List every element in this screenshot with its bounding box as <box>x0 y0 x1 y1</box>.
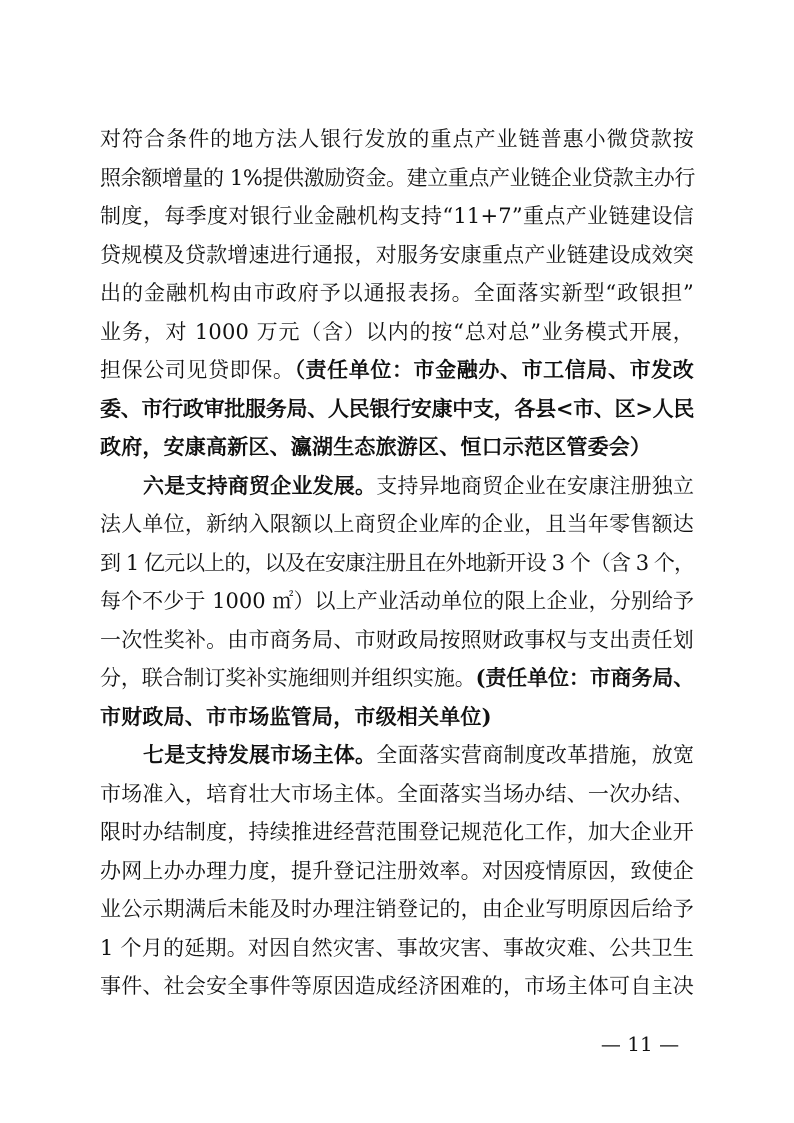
text-segment: 事件、社会安全事件等原因造成经济困难的，市场主体可自主决 <box>100 974 694 998</box>
text-segment: 到 1 亿元以上的，以及在安康注册且在外地新开设 3 个（含 3 个， <box>100 550 694 575</box>
text-line <box>100 852 694 891</box>
text-segment: 担保公司见贷即保。 <box>100 358 295 382</box>
text-segment: 每个不少于 1000 ㎡）以上产业活动单位的限上企业，分别给予 <box>100 589 694 613</box>
text-segment: 一次性奖补。由市商务局、市财政局按照财政事权与支出责任划 <box>100 627 694 652</box>
text-line <box>100 544 694 583</box>
text-segment: 业公示期满后未能及时办理注销登记的，由企业写明原因后给予 <box>100 897 694 921</box>
text-line <box>100 890 694 929</box>
bold-text-segment: 政府，安康高新区、瀛湖生态旅游区、恒口示范区管委会） <box>100 434 652 459</box>
text-segment: 贷规模及贷款增速进行通报，对服务安康重点产业链建设成效突 <box>100 242 694 267</box>
text-segment: 法人单位，新纳入限额以上商贸企业库的企业，且当年零售额达 <box>100 512 694 536</box>
text-segment: 限时办结制度，持续推进经营范围登记规范化工作，加大企业开 <box>100 820 694 844</box>
text-segment: 支持异地商贸企业在安康注册独立 <box>376 473 695 498</box>
bold-text-segment: 六是支持商贸企业发展。 <box>143 472 377 498</box>
text-line <box>100 967 694 1006</box>
text-line <box>100 698 694 737</box>
bold-text-segment: (责任单位：市商务局、 <box>475 665 694 690</box>
text-segment: 出的金融机构由市政府予以通报表扬。全面落实新型“政银担” <box>100 281 694 305</box>
text-segment: 对符合条件的地方法人银行发放的重点产业链普惠小微贷款按 <box>100 127 694 151</box>
text-line <box>100 390 694 429</box>
text-line <box>100 505 694 544</box>
text-line <box>100 467 694 506</box>
body-text <box>100 120 694 1006</box>
text-line <box>100 736 694 775</box>
text-segment: 1 个月的延期。对因自然灾害、事故灾害、事故灾难、公共卫生 <box>100 935 694 960</box>
text-segment: 市场准入，培育壮大市场主体。全面落实当场办结、一次办结、 <box>100 781 694 806</box>
text-segment: 办网上办办理力度，提升登记注册效率。对因疫情原因，致使企 <box>100 858 694 883</box>
text-line <box>100 159 694 198</box>
text-line <box>100 582 694 621</box>
bold-text-segment: 市财政局、市市场监管局，市级相关单位) <box>100 703 492 729</box>
text-line <box>100 236 694 275</box>
text-line <box>100 428 694 467</box>
text-segment: 业务，对 1000 万元（含）以内的按“总对总”业务模式开展， <box>100 319 694 344</box>
text-line <box>100 351 694 390</box>
text-line <box>100 813 694 852</box>
text-line <box>100 621 694 660</box>
text-line <box>100 659 694 698</box>
text-line <box>100 775 694 814</box>
page-number: — 11 — <box>600 1032 680 1056</box>
text-segment: 照余额增量的 1%提供激励资金。建立重点产业链企业贷款主办行 <box>100 165 695 190</box>
bold-text-segment: 委、市行政审批服务局、人民银行安康中支，各县<市、区>人民 <box>100 395 694 421</box>
text-segment: 全面落实营商制度改革措施，放宽 <box>376 743 695 767</box>
text-line <box>100 120 694 159</box>
bold-text-segment: 七是支持发展市场主体。 <box>143 742 377 767</box>
text-line <box>100 197 694 236</box>
bold-text-segment: （责任单位：市金融办、市工信局、市发改 <box>294 357 694 382</box>
text-line <box>100 313 694 352</box>
text-line <box>100 274 694 313</box>
text-segment: 制度，每季度对银行业金融机构支持“11+7”重点产业链建设信 <box>100 204 694 228</box>
text-line <box>100 929 694 968</box>
text-segment: 分，联合制订奖补实施细则并组织实施。 <box>100 666 476 690</box>
